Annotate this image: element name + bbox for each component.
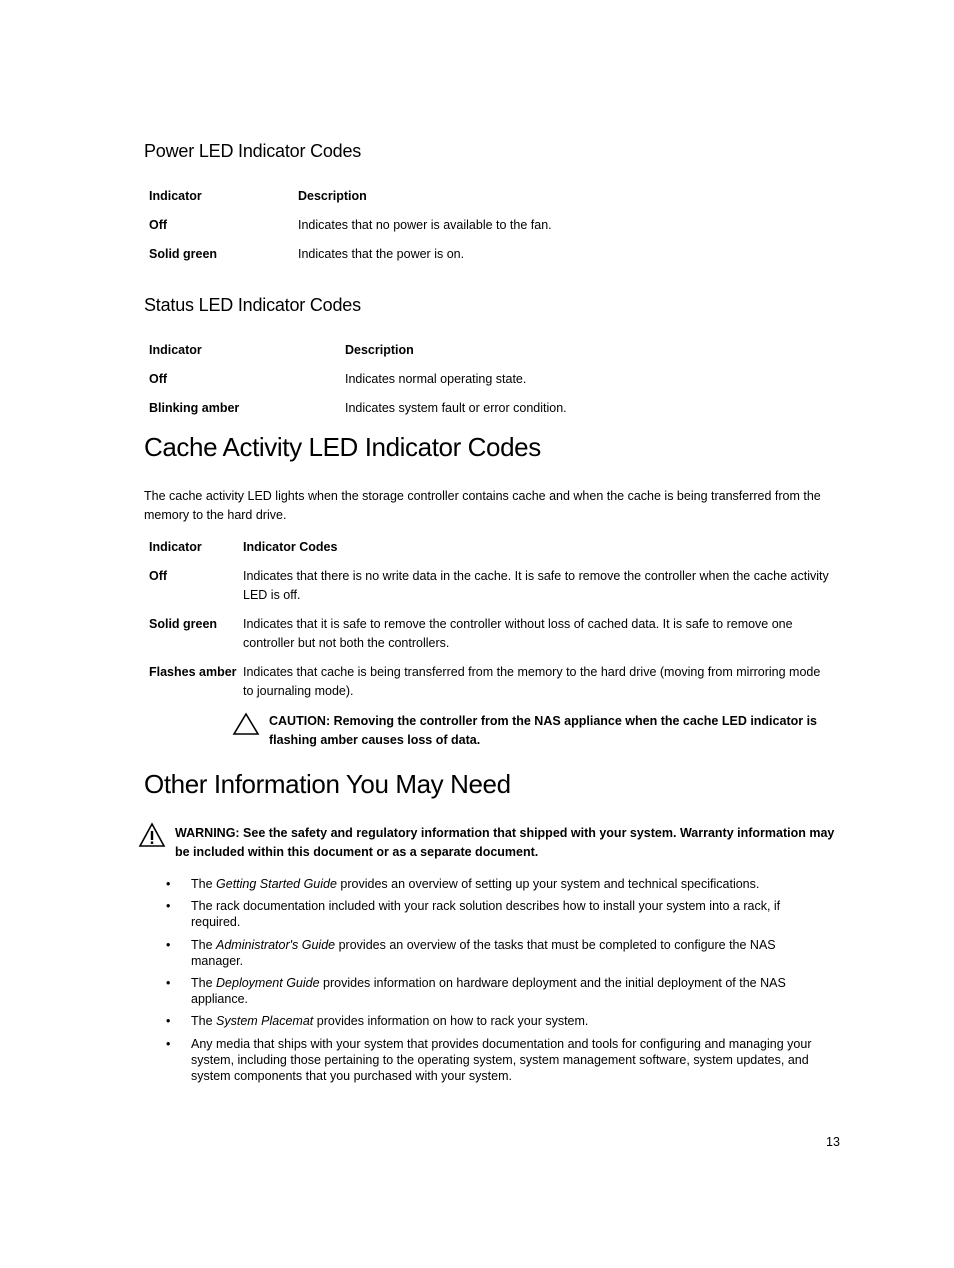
status-row-indicator: Blinking amber xyxy=(149,401,240,415)
list-item: • The Deployment Guide provides information on hardware deployment and the initial deployment of the NAS appliance. xyxy=(166,976,786,1006)
cache-col-indicator: Indicator xyxy=(149,540,202,554)
cache-row-description: Indicates that there is no write data in the cache. It is safe to remove the controller when the cache activity LED is off. xyxy=(243,569,829,602)
cache-row-indicator: Flashes amber xyxy=(149,665,237,679)
cache-row-description: Indicates that cache is being transferred from the memory to the hard drive (moving from mirroring mode to journaling mode). xyxy=(243,665,821,698)
list-item: • The Administrator's Guide provides an overview of the tasks that must be completed to configure the NAS manager. xyxy=(166,938,776,968)
bullet-icon: • xyxy=(166,877,171,891)
bullet-icon: • xyxy=(166,899,171,913)
warning-text: WARNING: See the safety and regulatory information that shipped with your system. Warranty information may be included within this document or as a separate document. xyxy=(175,826,835,859)
power-row-description: Indicates that no power is available to the fan. xyxy=(298,218,552,232)
page-number: 13 xyxy=(826,1135,840,1149)
status-row-description: Indicates system fault or error condition. xyxy=(345,401,567,415)
list-item: • The System Placemat provides information on how to rack your system. xyxy=(166,1014,589,1028)
power-col-indicator: Indicator xyxy=(149,189,202,203)
document-title: Deployment Guide xyxy=(216,976,320,990)
bullet-icon: • xyxy=(166,1014,171,1028)
cache-col-codes: Indicator Codes xyxy=(243,540,338,554)
status-row-description: Indicates normal operating state. xyxy=(345,372,527,386)
cache-row-indicator: Solid green xyxy=(149,617,218,631)
other-info-heading: Other Information You May Need xyxy=(144,769,511,799)
document-title: Getting Started Guide xyxy=(216,877,337,891)
cache-row-description: Indicates that it is safe to remove the controller without loss of cached data. It is safe to remove one controller but not both the controllers. xyxy=(243,617,793,650)
document-title: Administrator's Guide xyxy=(216,938,336,952)
cache-row-indicator: Off xyxy=(149,569,168,583)
cache-activity-heading: Cache Activity LED Indicator Codes xyxy=(144,432,541,462)
cache-intro-paragraph: The cache activity LED lights when the storage controller contains cache and when the cache is being transferred from the memory to the hard drive. xyxy=(144,489,821,522)
power-row-indicator: Off xyxy=(149,218,168,232)
document-title: System Placemat xyxy=(216,1014,314,1028)
list-item: • Any media that ships with your system that provides documentation and tools for configuring and managing your system, including those pertaining to the operating system, system management software, system updates, and system components that you purchased with your system. xyxy=(166,1037,812,1083)
bullet-icon: • xyxy=(166,1037,171,1051)
warning-icon xyxy=(138,822,166,848)
status-led-heading: Status LED Indicator Codes xyxy=(144,295,361,315)
status-col-description: Description xyxy=(345,343,414,357)
status-col-indicator: Indicator xyxy=(149,343,202,357)
caution-text: CAUTION: Removing the controller from the NAS appliance when the cache LED indicator is flashing amber causes loss of data. xyxy=(269,714,817,747)
status-row-indicator: Off xyxy=(149,372,168,386)
power-col-description: Description xyxy=(298,189,367,203)
bullet-icon: • xyxy=(166,976,171,990)
list-item: • The rack documentation included with your rack solution describes how to install your system into a rack, if required. xyxy=(166,899,781,929)
caution-icon xyxy=(232,712,260,736)
list-item: • The Getting Started Guide provides an overview of setting up your system and technical specifications. xyxy=(166,877,760,891)
power-row-description: Indicates that the power is on. xyxy=(298,247,465,261)
documentation-list xyxy=(166,876,841,1096)
power-row-indicator: Solid green xyxy=(149,247,218,261)
bullet-icon: • xyxy=(166,938,171,952)
power-led-heading: Power LED Indicator Codes xyxy=(144,141,362,161)
